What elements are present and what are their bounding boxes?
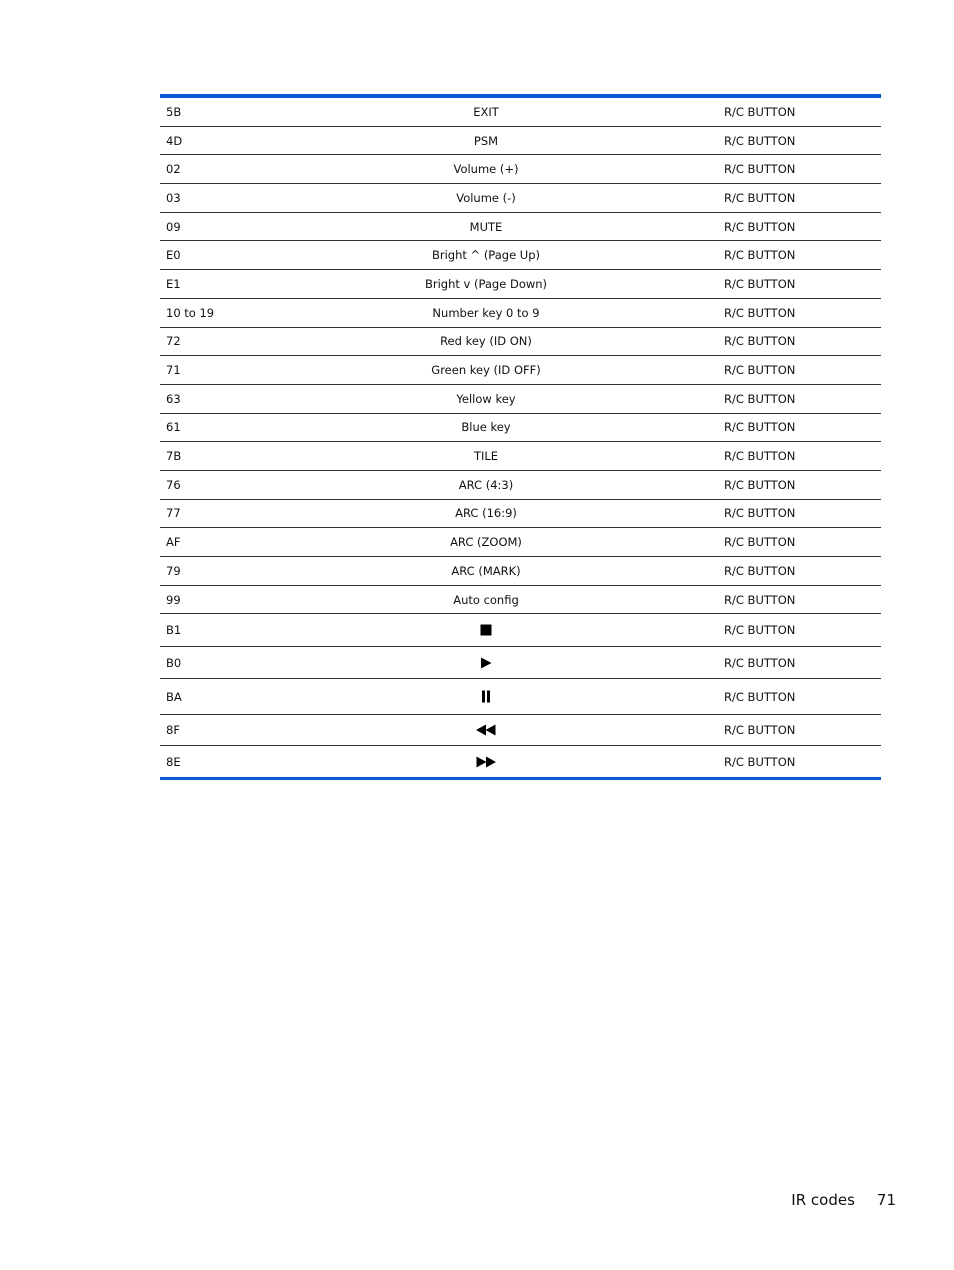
function-cell: ARC (16:9) [455,506,517,521]
type-cell: R/C BUTTON [724,334,796,349]
function-cell [330,724,642,736]
table-row [160,328,881,357]
table-row [160,647,881,679]
code-cell: 72 [166,334,181,349]
function-cell: Red key (ID ON) [440,334,532,349]
code-cell: 77 [166,506,181,521]
table-row [160,500,881,529]
function-cell: Volume (+) [453,162,519,177]
table-row [160,356,881,385]
table-row [160,471,881,500]
page-number: 71 [876,1191,896,1209]
function-cell: Volume (-) [456,190,516,205]
function-cell: Yellow key [456,391,516,406]
table-row [160,679,881,715]
table-row [160,385,881,414]
function-cell: Bright ^ (Page Up) [431,248,541,263]
type-cell: R/C BUTTON [724,655,796,670]
type-cell: R/C BUTTON [724,276,796,291]
table-row [160,241,881,270]
table-row [160,442,881,471]
type-cell: R/C BUTTON [724,248,796,263]
play-icon [480,657,492,669]
code-cell: 76 [166,477,181,492]
type-cell: R/C BUTTON [724,104,796,119]
fast-forward-icon [476,756,496,768]
type-cell: R/C BUTTON [724,754,796,769]
code-cell: E0 [166,248,181,263]
type-cell: R/C BUTTON [724,535,796,550]
type-cell: R/C BUTTON [724,722,796,737]
code-cell: 02 [166,162,181,177]
function-cell: Green key (ID OFF) [431,363,541,378]
code-cell: 8E [166,754,181,769]
code-cell: 10 to 19 [166,305,215,320]
type-cell: R/C BUTTON [724,305,796,320]
type-cell: R/C BUTTON [724,190,796,205]
table-row [160,299,881,328]
type-cell: R/C BUTTON [724,449,796,464]
code-cell: 63 [166,391,181,406]
table-row [160,614,881,647]
function-cell: ARC (MARK) [451,563,521,578]
rewind-icon [476,724,496,736]
type-cell: R/C BUTTON [724,506,796,521]
function-cell: Number key 0 to 9 [432,305,540,320]
type-cell: R/C BUTTON [724,592,796,607]
table-row [160,127,881,156]
code-cell: 09 [166,219,181,234]
function-cell: ARC (4:3) [458,477,514,492]
table-row [160,414,881,443]
code-cell: 99 [166,592,181,607]
code-cell: 4D [166,133,183,148]
table-row [160,715,881,746]
code-cell: 79 [166,563,181,578]
code-cell: 71 [166,363,181,378]
type-cell: R/C BUTTON [724,391,796,406]
table-row [160,213,881,242]
type-cell: R/C BUTTON [724,477,796,492]
table-row [160,557,881,586]
type-cell: R/C BUTTON [724,133,796,148]
stop-icon [480,624,492,636]
table-row [160,155,881,184]
code-cell: 61 [166,420,181,435]
function-cell [330,756,642,768]
code-cell: 03 [166,190,181,205]
function-cell [330,624,642,636]
footer-section-title: IR codes [791,1191,855,1209]
table-row [160,184,881,213]
code-cell: B0 [166,655,182,670]
function-cell: PSM [473,133,499,148]
type-cell: R/C BUTTON [724,162,796,177]
function-cell: Blue key [461,420,511,435]
function-cell: Auto config [453,592,519,607]
function-cell: ARC (ZOOM) [450,535,522,550]
code-cell: BA [166,689,182,704]
code-cell: 8F [166,722,180,737]
type-cell: R/C BUTTON [724,623,796,638]
code-cell: 7B [166,449,182,464]
function-cell: TILE [473,449,499,464]
pause-icon [481,690,491,703]
table-row [160,746,881,778]
code-cell: E1 [166,276,181,291]
function-cell: MUTE [469,219,503,234]
type-cell: R/C BUTTON [724,219,796,234]
code-cell: 5B [166,104,182,119]
page-footer [791,1191,896,1209]
function-cell: EXIT [473,104,499,119]
type-cell: R/C BUTTON [724,689,796,704]
function-cell: Bright v (Page Down) [424,276,548,291]
table-row [160,586,881,615]
ir-codes-table [160,94,881,780]
type-cell: R/C BUTTON [724,420,796,435]
function-cell [330,690,642,703]
code-cell: AF [166,535,181,550]
table-row [160,270,881,299]
table-row [160,98,881,127]
code-cell: B1 [166,623,182,638]
type-cell: R/C BUTTON [724,563,796,578]
table-row [160,528,881,557]
type-cell: R/C BUTTON [724,363,796,378]
function-cell [330,657,642,669]
